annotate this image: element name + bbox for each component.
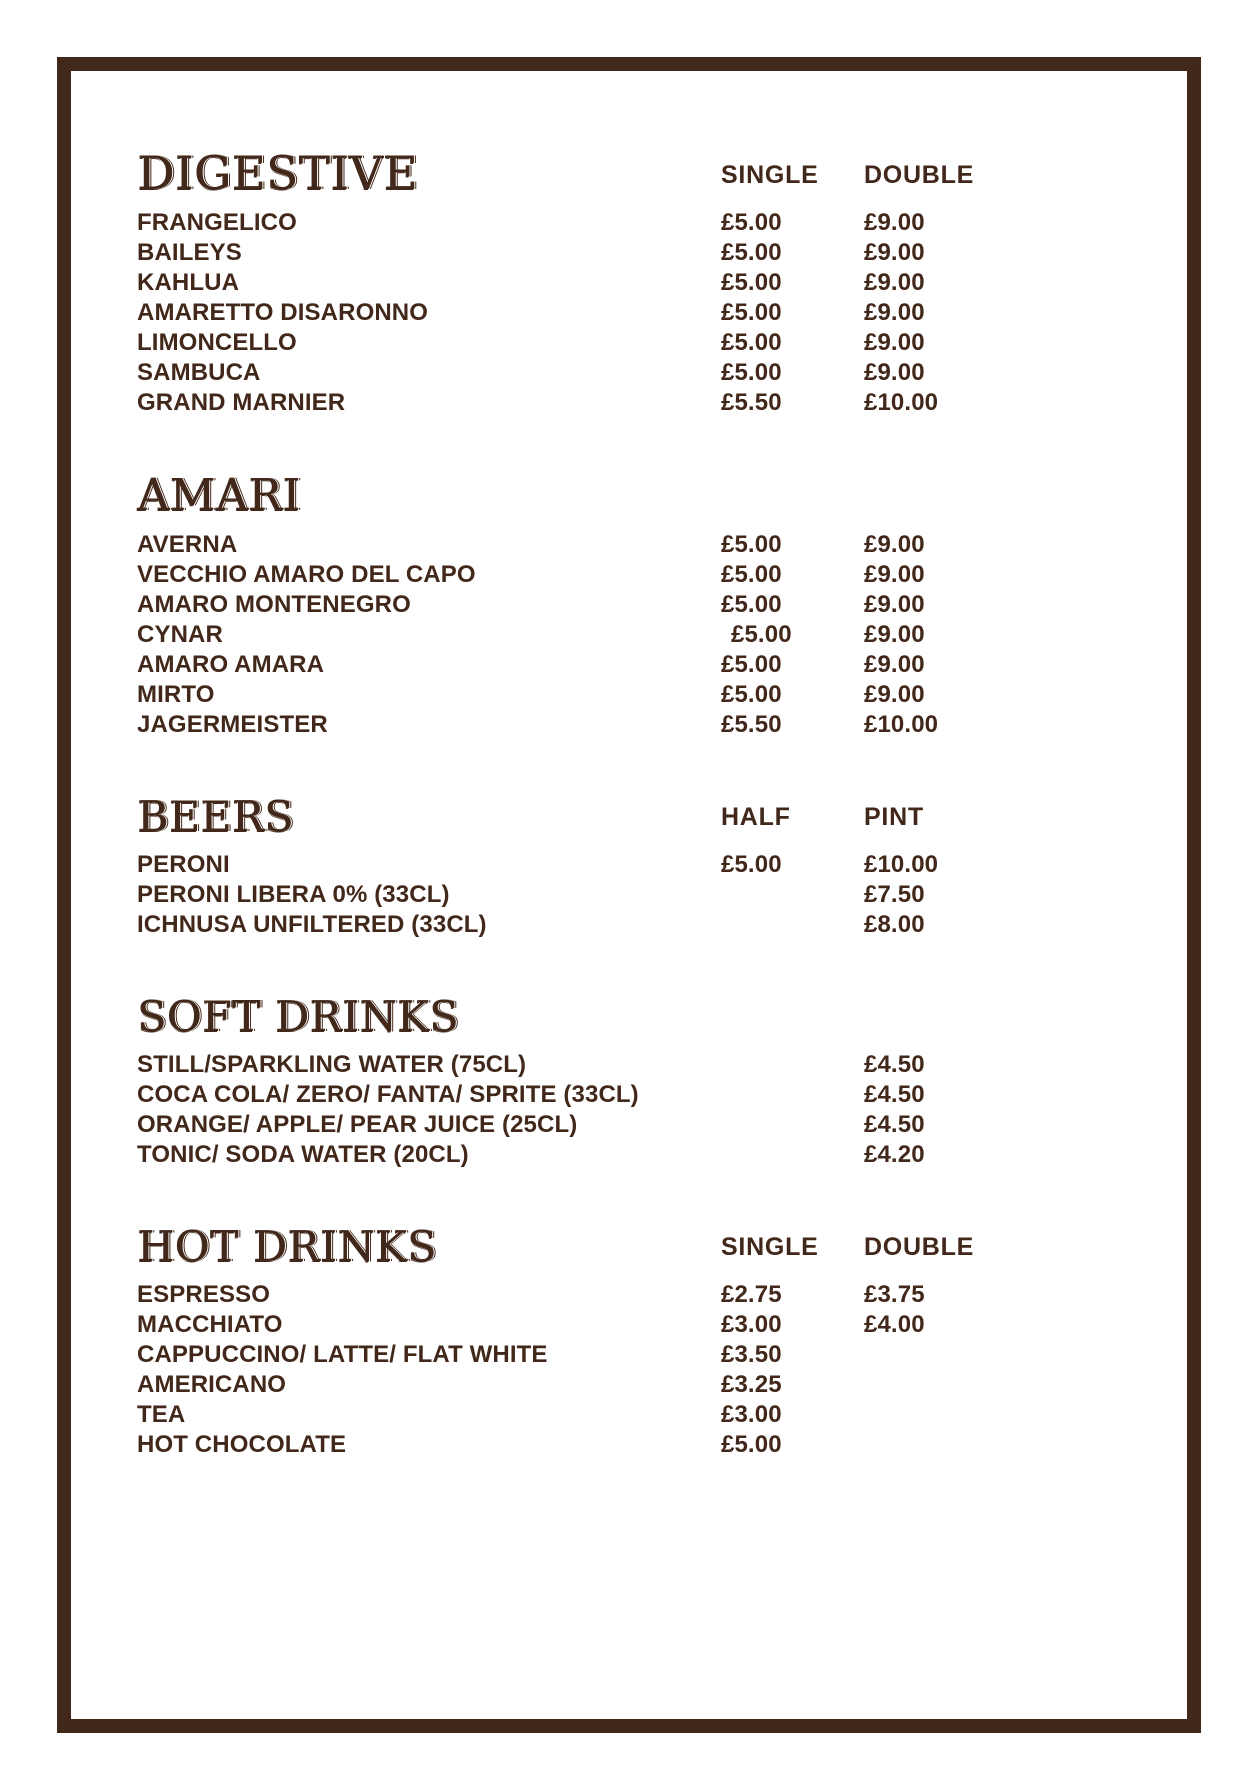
menu-item-price-2: £9.00 — [864, 269, 925, 296]
column-label-2: DOUBLE — [864, 161, 975, 189]
section-header-row — [137, 992, 999, 1041]
menu-item-name: VECCHIO AMARO DEL CAPO — [137, 561, 476, 588]
menu-item-price-1: £3.00 — [721, 1401, 782, 1428]
menu-item-row — [137, 1080, 999, 1110]
column-labels — [721, 1233, 999, 1268]
menu-item-price-1: £5.50 — [721, 389, 782, 416]
section-title-cell — [137, 146, 721, 200]
section-title-cell — [137, 470, 721, 521]
menu-item-row — [137, 1370, 999, 1400]
section-spacer — [137, 940, 999, 996]
menu-item-price-2: £4.50 — [864, 1111, 925, 1138]
menu-item-price-1: £5.50 — [721, 711, 782, 738]
column-label-2: DOUBLE — [864, 1233, 975, 1261]
column-labels — [721, 161, 999, 196]
column-label-1: HALF — [721, 803, 791, 831]
section-title-hot-drinks: HOT DRINKS — [137, 1222, 437, 1271]
menu-section-amari — [137, 470, 999, 740]
menu-item-price-2: £9.00 — [864, 299, 925, 326]
menu-item-price-1: £5.00 — [721, 681, 782, 708]
section-title-beers: BEERS — [137, 792, 294, 841]
menu-item-name: TONIC/ SODA WATER (20CL) — [137, 1141, 469, 1168]
menu-item-price-2: £9.00 — [864, 209, 925, 236]
menu-item-row — [137, 208, 999, 238]
menu-item-row — [137, 850, 999, 880]
menu-item-name: TEA — [137, 1401, 186, 1428]
menu-item-name: PERONI — [137, 851, 230, 878]
menu-item-row — [137, 1110, 999, 1140]
menu-item-price-2: £9.00 — [864, 359, 925, 386]
menu-item-row — [137, 1280, 999, 1310]
column-label-2: PINT — [864, 803, 924, 831]
menu-item-row — [137, 620, 999, 650]
menu-item-name: PERONI LIBERA 0% (33CL) — [137, 881, 450, 908]
section-header-row — [137, 1222, 999, 1271]
menu-item-name: GRAND MARNIER — [137, 389, 346, 416]
menu-item-name: COCA COLA/ ZERO/ FANTA/ SPRITE (33CL) — [137, 1081, 639, 1108]
menu-item-price-2: £9.00 — [864, 531, 925, 558]
menu-item-price-1: £5.00 — [721, 531, 782, 558]
menu-item-price-1: £5.00 — [721, 299, 782, 326]
menu-item-price-2: £10.00 — [864, 851, 939, 878]
menu-item-name: JAGERMEISTER — [137, 711, 328, 738]
menu-item-row — [137, 1310, 999, 1340]
menu-item-name: AMERICANO — [137, 1371, 287, 1398]
column-labels — [721, 512, 999, 518]
menu-item-price-2: £9.00 — [864, 239, 925, 266]
menu-item-price-2: £4.50 — [864, 1051, 925, 1078]
menu-item-price-1: £3.50 — [721, 1341, 782, 1368]
menu-item-row — [137, 710, 999, 740]
menu-item-name: ORANGE/ APPLE/ PEAR JUICE (25CL) — [137, 1111, 578, 1138]
menu-content — [137, 146, 999, 1460]
menu-item-price-2: £9.00 — [864, 651, 925, 678]
menu-item-price-2: £9.00 — [864, 681, 925, 708]
menu-item-price-1: £5.00 — [721, 651, 782, 678]
menu-item-name: STILL/SPARKLING WATER (75CL) — [137, 1051, 527, 1078]
menu-item-row — [137, 1140, 999, 1170]
menu-item-row — [137, 560, 999, 590]
menu-item-name: MIRTO — [137, 681, 215, 708]
menu-item-name: SAMBUCA — [137, 359, 261, 386]
menu-item-row — [137, 1340, 999, 1370]
menu-section-digestive — [137, 146, 999, 418]
menu-item-price-2: £9.00 — [864, 329, 925, 356]
section-items — [137, 850, 999, 940]
menu-section-soft-drinks — [137, 992, 999, 1170]
menu-item-name: AMARO AMARA — [137, 651, 325, 678]
menu-item-row — [137, 530, 999, 560]
menu-item-row — [137, 268, 999, 298]
menu-item-price-1: £5.00 — [721, 359, 782, 386]
menu-item-price-1: £2.75 — [721, 1281, 782, 1308]
menu-section-hot-drinks — [137, 1222, 999, 1460]
menu-item-price-2: £9.00 — [864, 591, 925, 618]
menu-item-price-1: £5.00 — [721, 591, 782, 618]
menu-item-price-1: £5.00 — [721, 1431, 782, 1458]
menu-item-price-1: £5.00 — [721, 561, 782, 588]
section-items — [137, 1280, 999, 1460]
section-items — [137, 530, 999, 740]
menu-item-row — [137, 328, 999, 358]
menu-item-row — [137, 298, 999, 328]
section-items — [137, 208, 999, 418]
column-labels — [721, 1032, 999, 1038]
menu-item-price-1: £5.00 — [721, 851, 782, 878]
menu-item-name: BAILEYS — [137, 239, 242, 266]
section-title-cell — [137, 1222, 721, 1271]
menu-item-price-1: £3.25 — [721, 1371, 782, 1398]
menu-item-name: KAHLUA — [137, 269, 240, 296]
section-header-row — [137, 792, 999, 841]
column-label-1: SINGLE — [721, 161, 819, 189]
menu-item-name: CAPPUCCINO/ LATTE/ FLAT WHITE — [137, 1341, 548, 1368]
section-spacer — [137, 1170, 999, 1226]
menu-item-price-2: £3.75 — [864, 1281, 925, 1308]
section-title-cell — [137, 792, 721, 841]
menu-item-name: LIMONCELLO — [137, 329, 297, 356]
section-title-amari: AMARI — [137, 470, 301, 521]
menu-item-row — [137, 590, 999, 620]
menu-item-price-1: £5.00 — [721, 209, 782, 236]
section-title-soft-drinks: SOFT DRINKS — [137, 992, 459, 1041]
menu-item-price-2: £9.00 — [864, 561, 925, 588]
menu-item-price-1: £5.00 — [721, 329, 782, 356]
menu-item-price-2: £10.00 — [864, 711, 939, 738]
menu-item-name: ICHNUSA UNFILTERED (33CL) — [137, 911, 487, 938]
menu-item-row — [137, 388, 999, 418]
section-title-digestive: DIGESTIVE — [137, 146, 418, 200]
section-header-row — [137, 470, 999, 521]
menu-item-price-2: £4.50 — [864, 1081, 925, 1108]
menu-item-row — [137, 910, 999, 940]
menu-item-name: ESPRESSO — [137, 1281, 271, 1308]
menu-item-price-1: £5.00 — [721, 269, 782, 296]
section-title-cell — [137, 992, 721, 1041]
menu-item-name: AVERNA — [137, 531, 238, 558]
menu-item-name: HOT CHOCOLATE — [137, 1431, 347, 1458]
section-spacer — [137, 418, 999, 474]
menu-item-price-2: £8.00 — [864, 911, 925, 938]
menu-item-price-2: £9.00 — [864, 621, 925, 648]
column-labels — [721, 803, 999, 838]
menu-item-name: CYNAR — [137, 621, 223, 648]
section-header-row — [137, 146, 999, 200]
menu-item-name: AMARO MONTENEGRO — [137, 591, 411, 618]
menu-item-name: MACCHIATO — [137, 1311, 283, 1338]
menu-item-price-1: £5.00 — [731, 621, 792, 648]
menu-item-row — [137, 358, 999, 388]
menu-item-row — [137, 238, 999, 268]
menu-item-row — [137, 650, 999, 680]
menu-item-row — [137, 1430, 999, 1460]
menu-item-row — [137, 880, 999, 910]
menu-item-price-1: £5.00 — [721, 239, 782, 266]
section-spacer — [137, 740, 999, 796]
menu-section-beers — [137, 792, 999, 940]
menu-item-price-2: £7.50 — [864, 881, 925, 908]
menu-item-name: FRANGELICO — [137, 209, 297, 236]
menu-item-row — [137, 680, 999, 710]
menu-item-row — [137, 1400, 999, 1430]
section-items — [137, 1050, 999, 1170]
menu-item-price-2: £4.00 — [864, 1311, 925, 1338]
menu-item-price-2: £10.00 — [864, 389, 939, 416]
column-label-1: SINGLE — [721, 1233, 819, 1261]
menu-item-price-2: £4.20 — [864, 1141, 925, 1168]
menu-item-name: AMARETTO DISARONNO — [137, 299, 429, 326]
menu-item-price-1: £3.00 — [721, 1311, 782, 1338]
menu-item-row — [137, 1050, 999, 1080]
